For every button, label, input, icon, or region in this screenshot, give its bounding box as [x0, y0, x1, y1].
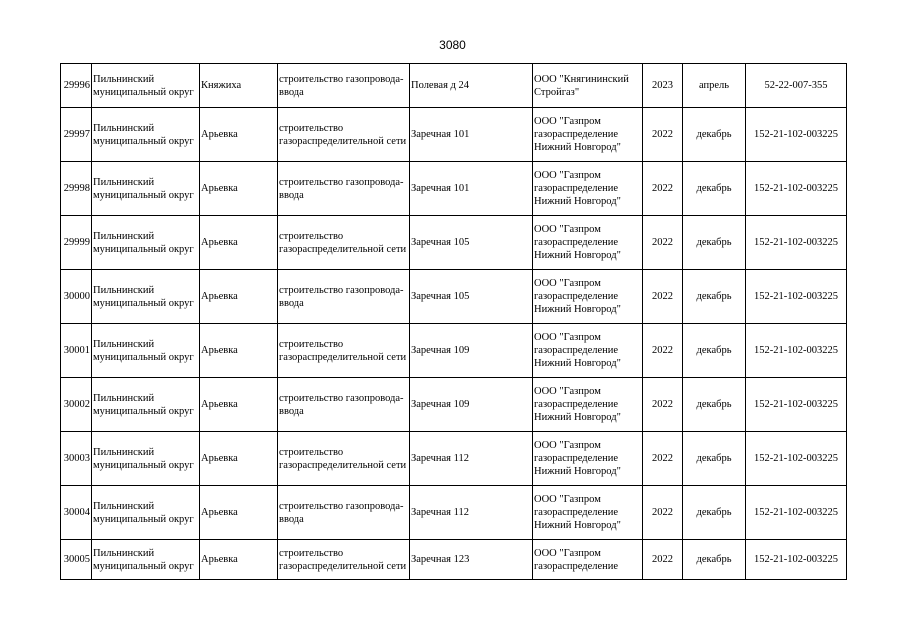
- organization-cell-line: ООО "Газпром: [534, 547, 601, 559]
- work-type-cell-line: строительство газопровода-: [279, 392, 404, 404]
- work-type-cell-line: строительство: [279, 230, 344, 242]
- organization-cell-line: ООО "Княгининский: [534, 73, 629, 85]
- work-type-cell-line: ввода: [279, 405, 304, 417]
- organization-cell: [533, 324, 643, 378]
- district-cell-line: Пильнинский: [93, 446, 155, 458]
- organization-cell-line: газораспределение: [534, 129, 619, 140]
- organization-cell-line: ООО "Газпром: [534, 170, 601, 181]
- work-type-cell: [278, 378, 410, 432]
- district-cell: [92, 432, 200, 486]
- organization-cell: [533, 108, 643, 162]
- work-type-cell-line: строительство: [279, 338, 344, 350]
- table-row: [61, 378, 847, 432]
- organization-cell: [533, 162, 643, 216]
- address-cell: Заречная 123: [410, 540, 533, 580]
- month-cell: декабрь: [683, 486, 746, 540]
- organization-cell-line: Нижний Новгород": [534, 358, 621, 369]
- work-type-cell-line: ввода: [279, 513, 304, 525]
- district-cell-line: Пильнинский: [93, 500, 155, 512]
- settlement-cell: Арьевка: [200, 432, 278, 486]
- work-type-cell-line: строительство: [279, 446, 344, 458]
- address-cell: Заречная 112: [410, 432, 533, 486]
- table-row: [61, 324, 847, 378]
- organization-cell: [533, 64, 643, 108]
- organization-cell-line: Нижний Новгород": [534, 412, 621, 423]
- organization-cell-line: ООО "Газпром: [534, 440, 601, 451]
- organization-cell-line: Нижний Новгород": [534, 520, 621, 531]
- work-type-cell-line: газораспределительной сети: [279, 459, 407, 471]
- row-number-cell: 30001: [61, 324, 92, 378]
- row-number-cell: 29998: [61, 162, 92, 216]
- organization-cell: [533, 432, 643, 486]
- district-cell-line: муниципальный округ: [93, 86, 194, 98]
- month-cell: декабрь: [683, 216, 746, 270]
- district-cell-line: муниципальный округ: [93, 189, 194, 201]
- organization-cell: [533, 378, 643, 432]
- organization-cell-line: газораспределение: [534, 399, 619, 410]
- organization-cell-line: Нижний Новгород": [534, 196, 621, 207]
- district-cell-line: муниципальный округ: [93, 351, 194, 363]
- work-type-cell-line: строительство газопровода-: [279, 73, 404, 85]
- work-type-cell-line: газораспределительной сети: [279, 243, 407, 255]
- row-number-cell: 29999: [61, 216, 92, 270]
- organization-cell-line: ООО "Газпром: [534, 116, 601, 127]
- district-cell-line: Пильнинский: [93, 230, 155, 242]
- table-row: [61, 486, 847, 540]
- row-number-cell: 30004: [61, 486, 92, 540]
- registry-code-cell: 152-21-102-003225: [746, 270, 847, 324]
- district-cell-line: муниципальный округ: [93, 243, 194, 255]
- registry-code-cell: 152-21-102-003225: [746, 486, 847, 540]
- registry-code-cell: 152-21-102-003225: [746, 540, 847, 580]
- organization-cell-line: газораспределение: [534, 183, 619, 194]
- year-cell: 2022: [643, 216, 683, 270]
- work-type-cell: [278, 540, 410, 580]
- organization-cell: [533, 216, 643, 270]
- organization-cell-line: газораспределение: [534, 237, 619, 248]
- district-cell: [92, 324, 200, 378]
- work-type-cell: [278, 486, 410, 540]
- row-number-cell: 30005: [61, 540, 92, 580]
- settlement-cell: Арьевка: [200, 108, 278, 162]
- settlement-cell: Арьевка: [200, 216, 278, 270]
- table-row: [61, 216, 847, 270]
- settlement-cell: Арьевка: [200, 324, 278, 378]
- organization-cell-line: Нижний Новгород": [534, 304, 621, 315]
- month-cell: декабрь: [683, 540, 746, 580]
- work-type-cell: [278, 162, 410, 216]
- year-cell: 2022: [643, 324, 683, 378]
- year-cell: 2022: [643, 108, 683, 162]
- table-row: [61, 432, 847, 486]
- district-cell: [92, 162, 200, 216]
- work-type-cell-line: газораспределительной сети: [279, 351, 407, 363]
- registry-code-cell: 152-21-102-003225: [746, 324, 847, 378]
- month-cell: декабрь: [683, 270, 746, 324]
- table-row: [61, 270, 847, 324]
- district-cell-line: Пильнинский: [93, 547, 155, 559]
- work-type-cell-line: газораспределительной сети: [279, 135, 407, 147]
- organization-cell-line: газораспределение: [534, 345, 619, 356]
- district-cell-line: муниципальный округ: [93, 297, 194, 309]
- district-cell-line: Пильнинский: [93, 284, 155, 296]
- page-number: 3080: [439, 38, 466, 52]
- district-cell: [92, 64, 200, 108]
- organization-cell-line: Нижний Новгород": [534, 250, 621, 261]
- organization-cell: [533, 540, 643, 580]
- settlement-cell: Арьевка: [200, 540, 278, 580]
- month-cell: декабрь: [683, 162, 746, 216]
- work-type-cell: [278, 270, 410, 324]
- work-type-cell-line: строительство: [279, 547, 344, 559]
- district-cell-line: муниципальный округ: [93, 459, 194, 471]
- year-cell: 2022: [643, 270, 683, 324]
- year-cell: 2022: [643, 432, 683, 486]
- year-cell: 2022: [643, 162, 683, 216]
- organization-cell-line: ООО "Газпром: [534, 494, 601, 505]
- registry-code-cell: 152-21-102-003225: [746, 378, 847, 432]
- address-cell: Заречная 112: [410, 486, 533, 540]
- row-number-cell: 29996: [61, 64, 92, 108]
- organization-cell-line: ООО "Газпром: [534, 386, 601, 397]
- organization-cell-line: ООО "Газпром: [534, 224, 601, 235]
- work-type-cell-line: строительство: [279, 122, 344, 134]
- row-number-cell: 29997: [61, 108, 92, 162]
- settlement-cell: Арьевка: [200, 486, 278, 540]
- work-type-cell: [278, 108, 410, 162]
- work-type-cell: [278, 64, 410, 108]
- settlement-cell: Княжиха: [200, 64, 278, 108]
- organization-cell-line: ООО "Газпром: [534, 278, 601, 289]
- address-cell: Заречная 101: [410, 108, 533, 162]
- district-cell-line: Пильнинский: [93, 392, 155, 404]
- year-cell: 2023: [643, 64, 683, 108]
- district-cell-line: муниципальный округ: [93, 560, 194, 572]
- year-cell: 2022: [643, 486, 683, 540]
- district-cell-line: муниципальный округ: [93, 405, 194, 417]
- organization-cell-line: Нижний Новгород": [534, 466, 621, 477]
- district-cell-line: Пильнинский: [93, 122, 155, 134]
- district-cell: [92, 486, 200, 540]
- registry-code-cell: 152-21-102-003225: [746, 162, 847, 216]
- table-row: [61, 108, 847, 162]
- address-cell: Заречная 101: [410, 162, 533, 216]
- year-cell: 2022: [643, 378, 683, 432]
- address-cell: Заречная 105: [410, 216, 533, 270]
- work-type-cell-line: газораспределительной сети: [279, 560, 407, 572]
- district-cell-line: Пильнинский: [93, 176, 155, 188]
- district-cell: [92, 540, 200, 580]
- month-cell: декабрь: [683, 108, 746, 162]
- organization-cell-line: Стройгаз": [534, 86, 580, 98]
- district-cell: [92, 108, 200, 162]
- district-cell-line: муниципальный округ: [93, 513, 194, 525]
- registry-body: [61, 64, 847, 580]
- row-number-cell: 30003: [61, 432, 92, 486]
- work-type-cell: [278, 432, 410, 486]
- row-number-cell: 30002: [61, 378, 92, 432]
- table-row: [61, 540, 847, 580]
- settlement-cell: Арьевка: [200, 270, 278, 324]
- work-type-cell-line: ввода: [279, 297, 304, 309]
- registry-code-cell: 152-21-102-003225: [746, 432, 847, 486]
- work-type-cell: [278, 324, 410, 378]
- work-type-cell-line: строительство газопровода-: [279, 500, 404, 512]
- settlement-cell: Арьевка: [200, 378, 278, 432]
- district-cell: [92, 270, 200, 324]
- table-row: [61, 64, 847, 108]
- month-cell: декабрь: [683, 378, 746, 432]
- organization-cell: [533, 486, 643, 540]
- registry-table: [60, 63, 847, 580]
- registry-code-cell: 152-21-102-003225: [746, 108, 847, 162]
- work-type-cell-line: строительство газопровода-: [279, 284, 404, 296]
- work-type-cell-line: ввода: [279, 86, 304, 98]
- row-number-cell: 30000: [61, 270, 92, 324]
- district-cell: [92, 378, 200, 432]
- registry-code-cell: 152-21-102-003225: [746, 216, 847, 270]
- address-cell: Полевая д 24: [410, 64, 533, 108]
- district-cell-line: Пильнинский: [93, 338, 155, 350]
- settlement-cell: Арьевка: [200, 162, 278, 216]
- month-cell: апрель: [683, 64, 746, 108]
- district-cell-line: Пильнинский: [93, 73, 155, 85]
- table-row: [61, 162, 847, 216]
- month-cell: декабрь: [683, 432, 746, 486]
- work-type-cell-line: строительство газопровода-: [279, 176, 404, 188]
- month-cell: декабрь: [683, 324, 746, 378]
- work-type-cell-line: ввода: [279, 189, 304, 201]
- year-cell: 2022: [643, 540, 683, 580]
- registry-code-cell: 52-22-007-355: [746, 64, 847, 108]
- organization-cell-line: газораспределение: [534, 560, 619, 572]
- organization-cell-line: газораспределение: [534, 291, 619, 302]
- organization-cell-line: Нижний Новгород": [534, 142, 621, 153]
- address-cell: Заречная 109: [410, 324, 533, 378]
- district-cell-line: муниципальный округ: [93, 135, 194, 147]
- organization-cell: [533, 270, 643, 324]
- organization-cell-line: ООО "Газпром: [534, 332, 601, 343]
- work-type-cell: [278, 216, 410, 270]
- organization-cell-line: газораспределение: [534, 453, 619, 464]
- district-cell: [92, 216, 200, 270]
- organization-cell-line: газораспределение: [534, 507, 619, 518]
- address-cell: Заречная 105: [410, 270, 533, 324]
- address-cell: Заречная 109: [410, 378, 533, 432]
